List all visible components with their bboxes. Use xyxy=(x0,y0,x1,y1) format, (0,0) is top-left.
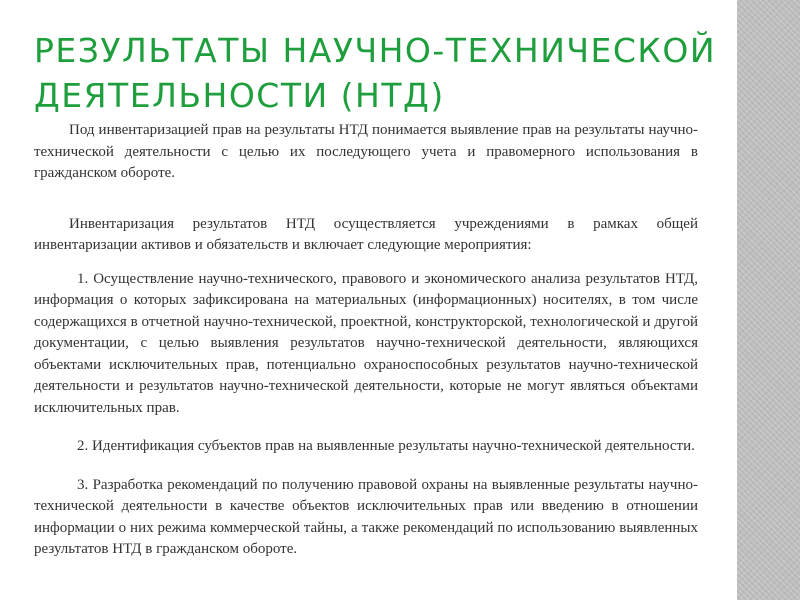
paragraph-definition: Под инвентаризацией прав на результаты НТД понимается выявление прав на результаты научно-технической деятельности с целью их последующего учета и правомерного использования в гражданском обороте. xyxy=(34,122,698,181)
slide-title: РЕЗУЛЬТАТЫ НАУЧНО-ТЕХНИЧЕСКОЙ ДЕЯТЕЛЬНОСТИ (НТД) xyxy=(34,31,717,115)
paragraph-intro: Инвентаризация результатов НТД осуществляется учреждениями в рамках общей инвентаризации активов и обязательств и включает следующие мероприятия: xyxy=(34,215,698,253)
slide-body xyxy=(34,120,698,561)
list-item-3: 3. Разработка рекомендаций по получению правовой охраны на выявленные результаты научно-технической деятельности в качестве объектов исключительных прав или введению в отношении информации о них режима коммерческой тайны, а также рекомендаций по использованию выявленных результатов НТД в гражданском обороте. xyxy=(34,476,698,557)
list-item-1: 1. Осуществление научно-технического, правового и экономического анализа результатов НТД, информация о которых зафиксирована на материальных (информационных) носителях, в том числе содержащихся в отчетной научно-технической, проектной, конструкторской, технологической и другой документации, с целью выявления результатов научно-технической деятельности, являющихся объектами исключительных прав, потенциально охраноспособных результатов научно-технической деятельности и результатов научно-технической деятельности, которые не могут являться объектами исключительных прав. xyxy=(34,270,698,416)
decorative-side-strip xyxy=(737,0,800,600)
list-item-2: 2. Идентификация субъектов прав на выявленные результаты научно-технической деятельности. xyxy=(77,438,695,454)
